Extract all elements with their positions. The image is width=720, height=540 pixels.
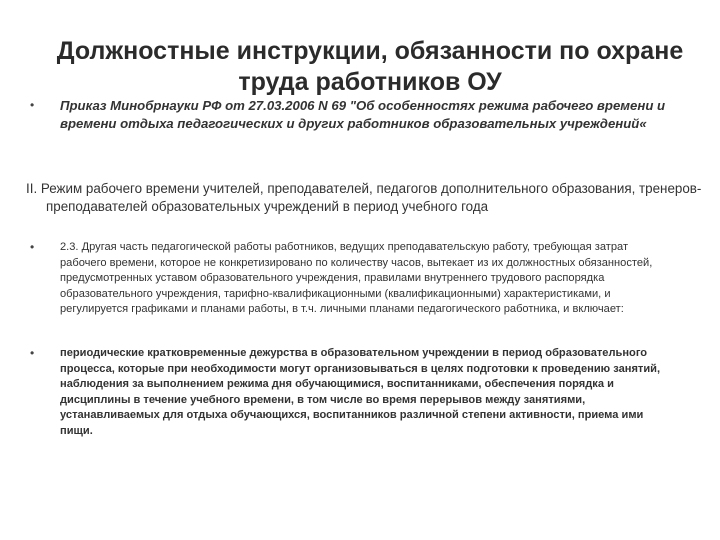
sub-item-duties <box>30 346 670 440</box>
sub-item-2-3 <box>30 240 670 318</box>
section-heading: II. Режим рабочего времени учителей, преподавателей, педагогов дополнительного образования, тренеров-преподавателей образовательных учреждений в период учебного года <box>26 181 702 214</box>
bullet-icon: • <box>30 346 35 360</box>
bullet-icon: • <box>30 98 35 112</box>
sub-item-text: периодические кратковременные дежурства в образовательном учреждении в период образовательного процесса, которые при необходимости могут организовываться в целях подготовки к проведению занятий, наблюдения за выполнением режима дня обучающимися, воспитанниками, обеспечения порядка и дисциплины в течение учебного времени, в том числе во время перерывов между занятиями, устанавливаемых для отдыха обучающихся, воспитанников различной степени активности, приема ими пищи. <box>60 347 661 437</box>
bullet-icon: • <box>30 240 35 254</box>
order-bullet-item <box>30 97 670 132</box>
sub-item-text: 2.3. Другая часть педагогической работы работников, ведущих преподавательскую работу, требующая затрат рабочего времени, которое не конкретизировано по количеству часов, вытекает из их должностных обязанностей, предусмотренных уставом образовательного учреждения, правилами внутреннего трудового распорядка образовательного учреждения, тарифно-квалификационными (квалификационными) характеристиками, и регулируется графиками и планами работы, в т.ч. личными планами педагогического работника, и включает: <box>60 241 653 316</box>
slide-title: Должностные инструкции, обязанности по охране труда работников ОУ <box>56 37 684 96</box>
order-reference-text: Приказ Минобрнауки РФ от 27.03.2006 N 69 "Об особенностях режима рабочего времени и времени отдыха педагогических и других работников образовательных учреждений« <box>60 98 666 131</box>
